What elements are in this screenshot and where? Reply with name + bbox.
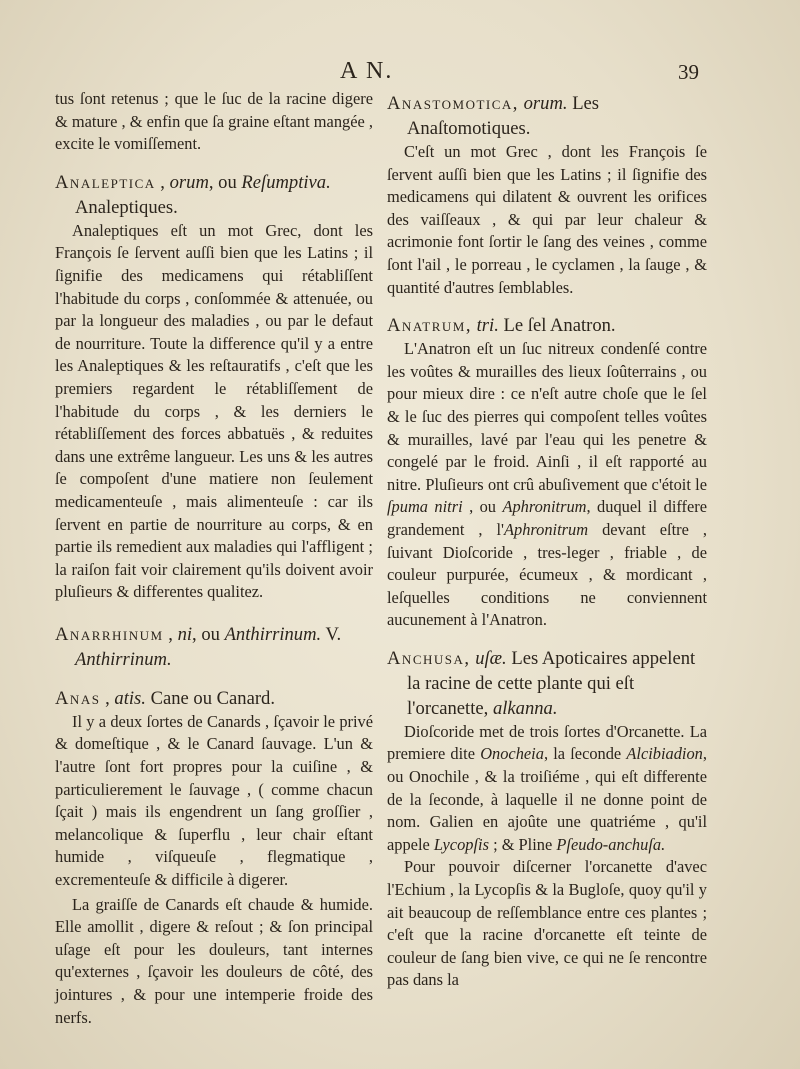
- text-run: Dioſcoride met de trois ſortes d'Orcanette. La premiere dite: [387, 721, 707, 764]
- headword: Anastomotica,: [387, 93, 519, 114]
- translation: Cane ou Canard.: [150, 687, 275, 709]
- entry-paragraph: La graiſſe de Canards eſt chaude & humide. Elle amollit , digere & reſout ; & ſon principal uſage eſt pour les douleurs, tant internes qu'externes , ſçavoir les douleurs de côté, des jointures , & pour une intemperie froide des nerfs.: [55, 894, 373, 1027]
- genitive: tri.: [476, 315, 499, 337]
- entry-heading: [387, 313, 707, 338]
- page-header: [0, 58, 800, 88]
- continuation-paragraph: tus ſont retenus ; que le ſuc de la racine digere & mature , & enfin que ſa graine eſtant mangée , excite le vomiſſement.: [55, 89, 373, 154]
- text-run: , ou: [469, 497, 496, 517]
- entry-anas: [55, 686, 373, 1029]
- entry-anchusa: [387, 646, 707, 992]
- variant-name: Anthirrinum.: [224, 623, 322, 645]
- text-run: ; & Pline: [493, 834, 553, 854]
- latin-term: Aphronitrum: [503, 519, 589, 539]
- text-run: , la ſeconde: [543, 744, 622, 764]
- text-run: , ou Onochile , & la troiſiéme , qui eſt differente de la ſeconde, à laquelle il ne donne point de nom. Galien en ajoûte une quatriéme , qu'il appele: [387, 744, 707, 854]
- cross-reference-target: Anthirrinum.: [75, 648, 172, 670]
- latin-term: Aphronitrum: [502, 497, 587, 517]
- cross-reference: V.: [325, 623, 342, 645]
- headword: Analeptica: [55, 171, 156, 193]
- genitive: orum.: [523, 93, 568, 114]
- headword: Anchusa,: [387, 647, 471, 669]
- right-column: [387, 88, 707, 992]
- entry-heading: [387, 91, 707, 141]
- entry-paragraph: [387, 338, 707, 632]
- translation: Analeptiques.: [75, 196, 178, 218]
- entry-analeptica: [55, 170, 373, 604]
- entry-anatrum: [387, 313, 707, 632]
- genitive: ni: [177, 623, 193, 645]
- entry-paragraph: [387, 721, 707, 857]
- latin-term: alkanna.: [492, 697, 558, 719]
- entry-paragraph: C'eſt un mot Grec , dont les François ſe ſervent auſſi bien que les Latins ; il ſignifie des medicamens qui dilatent & ouvrent les orifices des vaiſſeaux , & qui par leur chaleur & acrimonie font ſortir le ſang des veines , comme ſont l'ail , le porreau , le cyclamen , la ſauge , & quantité d'autres ſemblables.: [387, 142, 707, 297]
- running-head: A N.: [340, 58, 394, 84]
- headword: Anatrum,: [387, 315, 472, 337]
- latin-term: Lycopſis: [433, 834, 489, 854]
- variant-name: Reſumptiva.: [241, 171, 331, 193]
- entry-paragraph: Pour pouvoir diſcerner l'orcanette d'avec l'Echium , la Lycopſis & la Bugloſe, quoy qu'il y ait beaucoup de reſſemblance entre ces plantes ; c'eſt que la racine d'orcanette eſt teinte de couleur de ſang bien vive, ce qui ne ſe rencontre pas dans la: [387, 857, 707, 990]
- entry-anastomotica: [387, 91, 707, 299]
- headword: Anarrhinum: [55, 623, 164, 645]
- translation: Les Apoticaires appelent la racine de cette plante qui eſt l'orcanette,: [407, 647, 696, 719]
- left-column: [55, 88, 373, 1029]
- genitive: orum: [169, 171, 209, 193]
- page-number: 39: [678, 60, 699, 84]
- entry-heading: Analeptica , orum, ou Reſumptiva. Analeptiques.: [55, 171, 331, 218]
- entry-heading: [387, 646, 707, 721]
- text-run: devant eſtre , ſuivant Dioſcoride , tres-leger , friable , de couleur purpurée, écumeux , & mordicant , leſquelles conditions ne conviennent aucunement à l'Anatron.: [387, 519, 707, 630]
- headword: Anas: [55, 687, 101, 709]
- latin-term: ſpuma nitri: [387, 497, 463, 517]
- entry-paragraph: Analeptiques eſt un mot Grec, dont les François ſe ſervent auſſi bien que les Latins ; il ſignifie des medicamens qui rétabliſſent l'habitude du corps , conſommée & attenuée, ou par la longueur des maladies , ou par le defaut de nourriture. Toute la difference qu'il y a entre les Analeptiques & les reſtauratifs , c'eſt que les premiers regardent le rétabliſſement de l'habitude du corps , & les derniers le rétabliſſement des forces abbatuës , & reduites dans une extrême langueur. Les uns & les autres ſe compoſent d'une matiere non ſeulement medicamenteuſe , mais alimenteuſe : car ils ſervent en partie de nourriture au corps, & en partie ils remedient aux maladies qui l'affligent ; la raiſon fait voir clairement qu'ils doivent avoir pluſieurs & differentes qualitez.: [55, 220, 373, 602]
- translation: Le ſel Anatron.: [503, 315, 616, 337]
- translation: Les Anaſtomotiques.: [407, 93, 600, 139]
- entry-paragraph: Il y a deux ſortes de Canards , ſçavoir le privé & domeſtique , & le Canard ſauvage. L'un & l'autre ſont fort propres pour la cuiſine , & particulierement le ſauvage , ( comme chacun ſçait ) mais ils engendrent un ſang groſſier , melancolique & ſuperflu , leur chair eſtant humide , viſqueuſe , flegmatique , excrementeuſe & difficile à digerer.: [55, 711, 373, 890]
- latin-term: Onocheia: [480, 744, 544, 764]
- genitive: uſæ.: [475, 647, 507, 669]
- latin-term: Pſeudo-anchuſa.: [556, 834, 666, 854]
- entry-anarrhinum: [55, 622, 373, 672]
- text-run: L'Anatron eſt un ſuc nitreux condenſé contre les voûtes & murailles des lieux ſoûterrains , ou pour mieux dire : ce n'eſt autre choſe que le ſel & le ſuc des pierres qui compoſent telles voûtes & murailles, lavé par l'eau qui les penetre & congelé par le froid. Ainſi , il eſt rapporté au nitre. Pluſieurs ont crû abuſivement que c'étoit le: [387, 339, 707, 494]
- entry-heading: Anas , atis. Cane ou Canard.: [55, 687, 275, 709]
- text-run: , duquel il differe grandement , l': [387, 497, 707, 539]
- connector: , ou: [208, 171, 237, 193]
- genitive: atis.: [114, 687, 146, 709]
- latin-term: Alcibiadion: [626, 744, 703, 764]
- entry-heading: Anarrhinum , ni, ou Anthirrinum. V. Anthirrinum.: [55, 623, 342, 670]
- connector: , ou: [192, 623, 220, 645]
